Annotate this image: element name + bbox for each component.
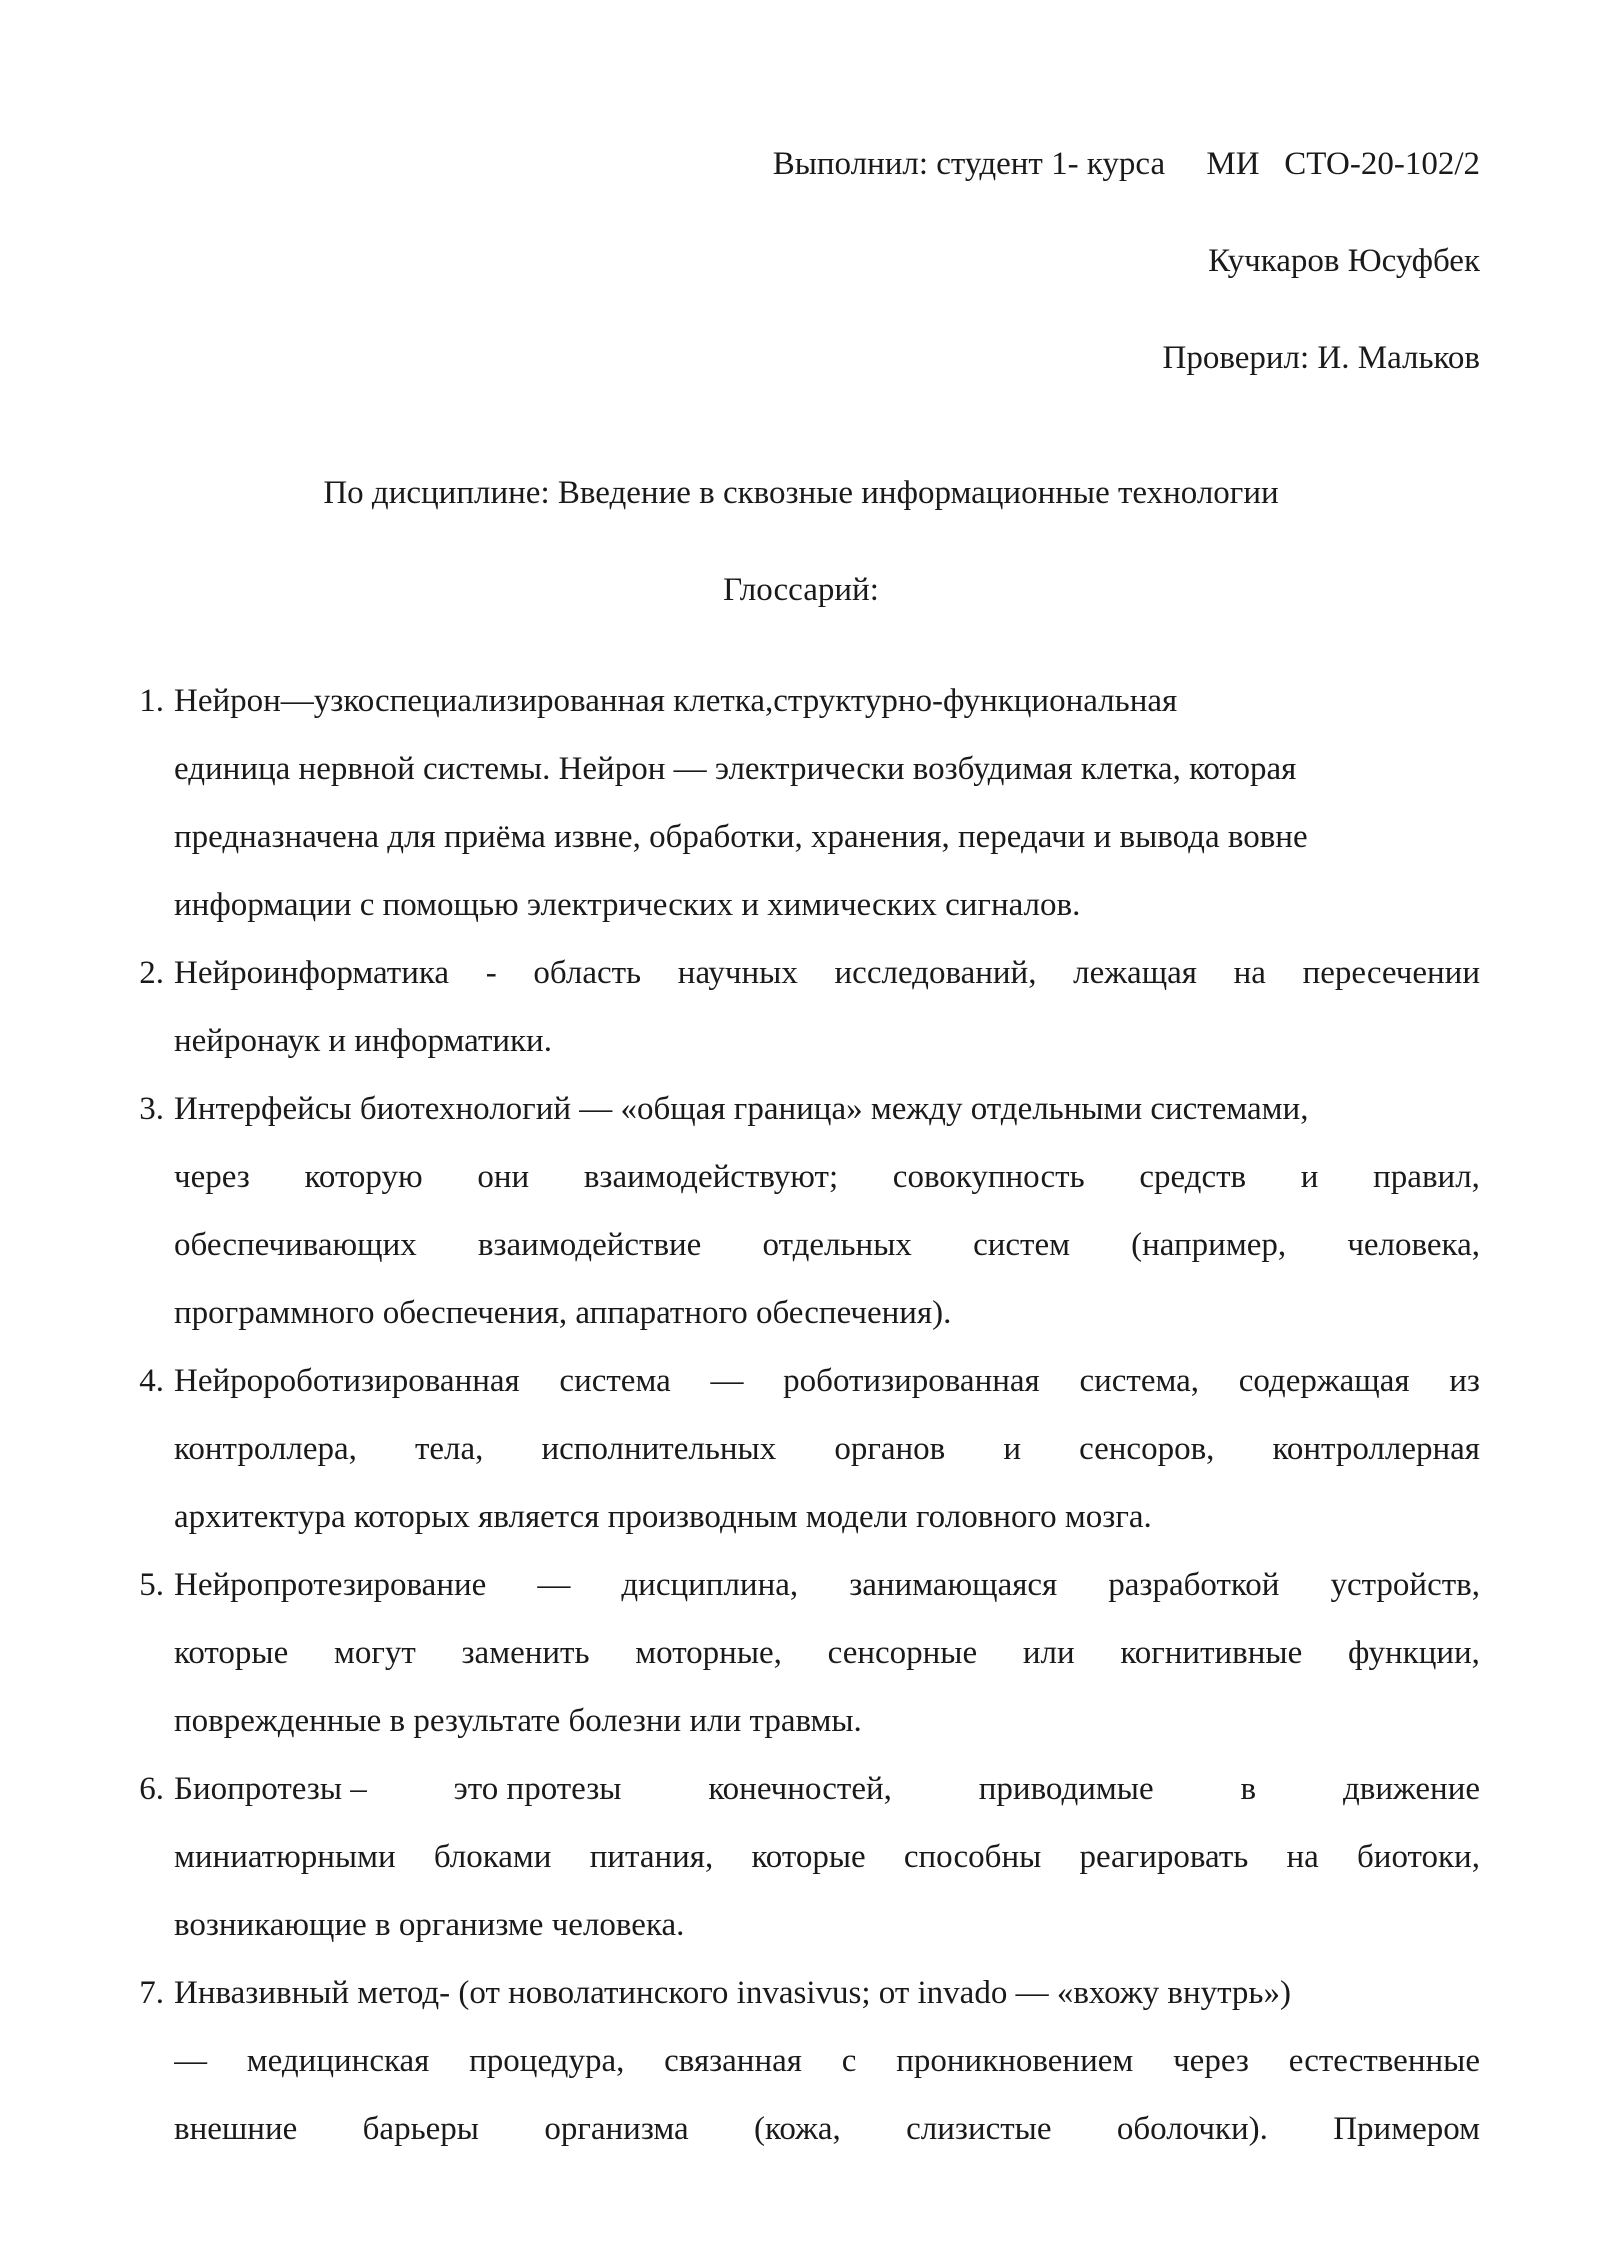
glossary-item-number: 1.: [139, 683, 164, 719]
line-word: когнитивные: [1120, 1635, 1303, 1671]
header-line-student-name: Кучкаров Юсуфбек: [1208, 243, 1480, 279]
line-word: из: [1449, 1363, 1480, 1399]
line-word: медицинская: [246, 2043, 430, 2079]
line-word: барьеры: [362, 2111, 479, 2147]
glossary-item-line: Нейрон—узкоспециализированная клетка,структурно-функциональная: [174, 683, 1178, 719]
line-word: приводимые: [978, 1771, 1154, 1807]
glossary-item: [122, 1347, 1480, 1551]
glossary-item-line: [174, 1211, 1480, 1279]
glossary-item-line: поврежденные в результате болезни или травмы.: [174, 1703, 862, 1739]
line-word: в: [1240, 1771, 1257, 1807]
glossary-item-line: нейронаук и информатики.: [174, 1023, 552, 1059]
line-word: и: [1300, 1159, 1319, 1195]
line-word: средств: [1139, 1159, 1247, 1195]
glossary-item-text: [174, 1959, 1480, 2163]
line-word: исследований,: [834, 955, 1037, 991]
glossary-item: [122, 1075, 1480, 1347]
document-title-block: [122, 477, 1480, 607]
line-word: —: [537, 1567, 571, 1603]
line-word: и: [1003, 1431, 1021, 1467]
glossary-item-number: 3.: [139, 1091, 164, 1127]
glossary-item: [122, 939, 1480, 1075]
glossary-item-number: 7.: [139, 1975, 164, 2011]
line-word: Биопротезы –: [174, 1771, 367, 1807]
glossary-item-line: архитектура которых является производным модели головного мозга.: [174, 1499, 1152, 1535]
line-word: проникновением: [896, 2043, 1134, 2079]
line-word: система: [559, 1363, 671, 1399]
glossary-item-line: [174, 1755, 1480, 1823]
line-word: конечностей,: [708, 1771, 892, 1807]
line-word: это протезы: [453, 1771, 622, 1807]
line-word: правил,: [1373, 1159, 1480, 1195]
glossary-item-text: [174, 1755, 1480, 1959]
line-word: исполнительных: [541, 1431, 777, 1467]
glossary-item-line: [174, 1551, 1480, 1619]
glossary-item-text: [174, 1347, 1480, 1551]
line-word: реагировать: [1079, 1839, 1249, 1875]
line-word: органов: [834, 1431, 946, 1467]
line-word: связанная: [664, 2043, 802, 2079]
line-word: естественные: [1288, 2043, 1480, 2079]
line-word: дисциплина,: [621, 1567, 799, 1603]
line-word: заменить: [461, 1635, 590, 1671]
discipline-line: По дисциплине: Введение в сквозные информационные технологии: [323, 475, 1279, 511]
line-word: слизистые: [906, 2111, 1052, 2147]
glossary-list: [122, 667, 1480, 2163]
line-word: блоками: [433, 1839, 552, 1875]
line-word: (кожа,: [754, 2111, 841, 2147]
line-word: систем: [973, 1227, 1070, 1263]
title-page-header: [122, 148, 1480, 375]
line-word: миниатюрными: [174, 1839, 396, 1875]
line-word: научных: [677, 955, 798, 991]
glossary-item-line: [174, 1143, 1480, 1211]
glossary-item-number: 4.: [139, 1363, 164, 1399]
glossary-item-text: [174, 939, 1480, 1075]
glossary-item-text: [174, 1075, 1480, 1347]
line-word: —: [710, 1363, 744, 1399]
line-word: человека,: [1347, 1227, 1480, 1263]
glossary-item-line: [174, 1347, 1480, 1415]
line-word: могут: [333, 1635, 416, 1671]
glossary-item-number: 5.: [139, 1567, 164, 1603]
glossary-item-line: предназначена для приёма извне, обработки, хранения, передачи и вывода вовне: [174, 819, 1308, 855]
glossary-item-line: [174, 1415, 1480, 1483]
line-word: оболочки).: [1116, 2111, 1268, 2147]
line-word: или: [1022, 1635, 1075, 1671]
line-word: функции,: [1347, 1635, 1480, 1671]
line-word: область: [533, 955, 642, 991]
page-title: Глоссарий:: [723, 572, 879, 608]
glossary-item-line: [174, 1619, 1480, 1687]
glossary-item-line: [174, 2095, 1480, 2163]
line-word: внешние: [174, 2111, 298, 2147]
line-word: разработкой: [1108, 1567, 1280, 1603]
line-word: роботизированная: [783, 1363, 1040, 1399]
line-word: моторные,: [635, 1635, 782, 1671]
glossary-item-line: [174, 1823, 1480, 1891]
line-word: отдельных: [762, 1227, 912, 1263]
line-word: с: [841, 2043, 857, 2079]
line-word: обеспечивающих: [174, 1227, 417, 1263]
line-word: движение: [1342, 1771, 1480, 1807]
line-word: взаимодействуют;: [583, 1159, 839, 1195]
line-word: они: [477, 1159, 530, 1195]
line-word: через: [174, 1159, 250, 1195]
line-word: биотоки,: [1357, 1839, 1480, 1875]
line-word: через: [1173, 2043, 1249, 2079]
line-word: Нейропротезирование: [174, 1567, 487, 1603]
line-word: которые: [751, 1839, 866, 1875]
glossary-item-line: Инвазивный метод- (от новолатинского invasivus; от invado — «вхожу внутрь»): [174, 1975, 1291, 2011]
line-word: контроллера,: [174, 1431, 357, 1467]
line-word: -: [485, 955, 497, 991]
line-word: на: [1286, 1839, 1319, 1875]
line-word: взаимодействие: [477, 1227, 702, 1263]
line-word: которую: [304, 1159, 423, 1195]
glossary-item: [122, 1551, 1480, 1755]
glossary-item: [122, 1755, 1480, 1959]
glossary-item-number: 2.: [139, 955, 164, 991]
glossary-item-text: [174, 667, 1480, 939]
line-word: сенсоров,: [1079, 1431, 1215, 1467]
line-word: процедура,: [469, 2043, 625, 2079]
glossary-item-line: [174, 939, 1480, 1007]
glossary-item-line: возникающие в организме человека.: [174, 1907, 685, 1943]
line-word: система,: [1079, 1363, 1200, 1399]
glossary-item-line: [174, 2027, 1480, 2095]
line-word: пересечении: [1302, 955, 1480, 991]
line-word: содержащая: [1238, 1363, 1410, 1399]
glossary-item-line: Интерфейсы биотехнологий — «общая граница» между отдельными системами,: [174, 1091, 1309, 1127]
line-word: (например,: [1131, 1227, 1287, 1263]
line-word: занимающаяся: [849, 1567, 1058, 1603]
glossary-item: [122, 1959, 1480, 2163]
line-word: способны: [903, 1839, 1042, 1875]
line-word: которые: [174, 1635, 289, 1671]
header-line-performer: Выполнил: студент 1- курса МИ СТО-20-102/2: [772, 146, 1480, 182]
header-line-reviewer: Проверил: И. Мальков: [1162, 340, 1480, 376]
glossary-item-line: программного обеспечения, аппаратного обеспечения).: [174, 1295, 952, 1331]
line-word: Примером: [1333, 2111, 1480, 2147]
glossary-item-number: 6.: [139, 1771, 164, 1807]
glossary-item-line: информации с помощью электрических и химических сигналов.: [174, 887, 1081, 923]
line-word: организма: [544, 2111, 689, 2147]
line-word: —: [174, 2043, 207, 2079]
glossary-item: [122, 667, 1480, 939]
line-word: на: [1233, 955, 1266, 991]
line-word: тела,: [414, 1431, 484, 1467]
line-word: лежащая: [1073, 955, 1197, 991]
line-word: сенсорные: [827, 1635, 978, 1671]
line-word: совокупность: [892, 1159, 1085, 1195]
page-content: [122, 0, 1480, 2163]
line-word: контроллерная: [1272, 1431, 1480, 1467]
glossary-item-text: [174, 1551, 1480, 1755]
glossary-item-line: единица нервной системы. Нейрон — электрически возбудимая клетка, которая: [174, 751, 1297, 787]
line-word: питания,: [589, 1839, 714, 1875]
line-word: Нейроинформатика: [174, 955, 450, 991]
line-word: Нейророботизированная: [174, 1363, 520, 1399]
line-word: устройств,: [1330, 1567, 1480, 1603]
